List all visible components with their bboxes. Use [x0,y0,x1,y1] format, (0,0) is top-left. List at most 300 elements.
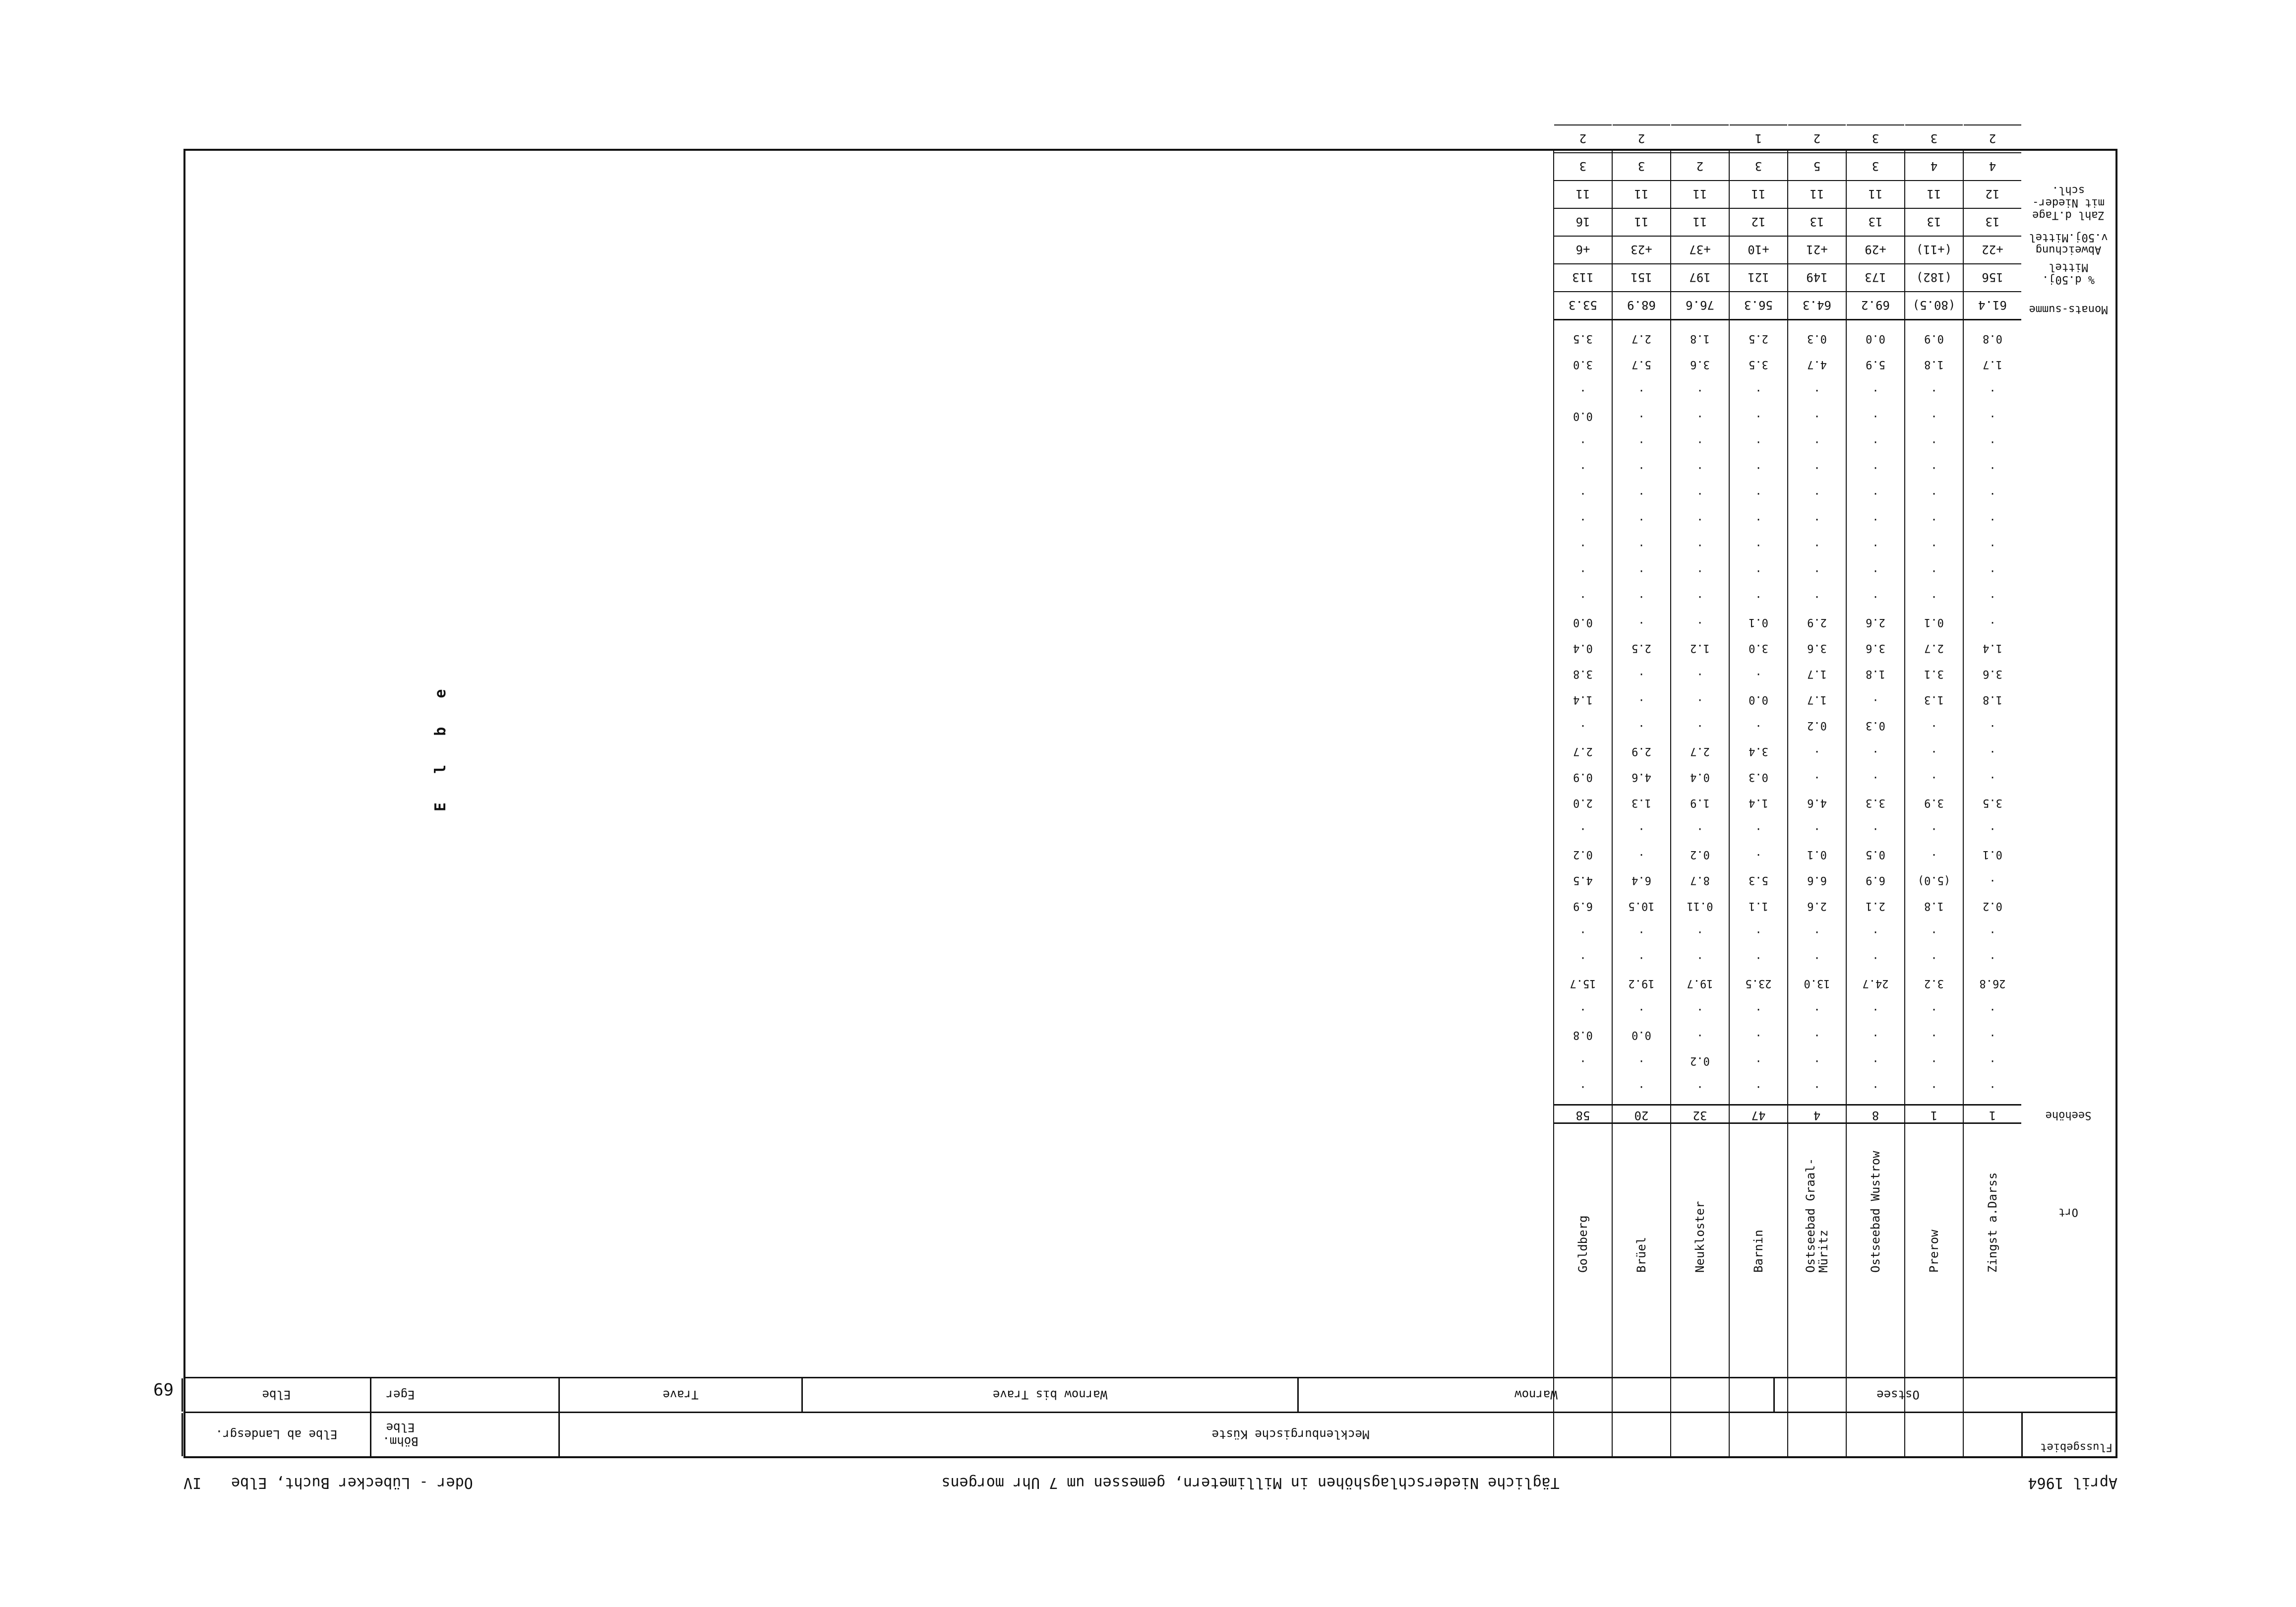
summary-value: 11 [1554,180,1612,208]
daily-value: · [1638,564,1645,577]
station-column [1963,131,2021,1456]
daily-value: · [1579,951,1586,964]
daily-value: · [1755,951,1762,964]
daily-value: · [1696,668,1703,680]
daily-value: 2.7 [1573,745,1593,757]
summary-value: 2 [1788,124,1846,152]
daily-value: · [1579,926,1586,938]
daily-value: · [1989,487,1996,499]
daily-value: · [1755,848,1762,861]
daily-value: · [1813,461,1820,474]
daily-value: · [1813,822,1820,835]
daily-value: · [1931,435,1937,448]
daily-value: · [1989,926,1996,938]
daily-value: · [1755,1054,1762,1067]
daily-value: · [1696,719,1703,732]
daily-value: · [1989,461,1996,474]
daily-value: · [1579,1003,1586,1015]
summary-value [1671,124,1729,152]
daily-value: · [1931,951,1937,964]
daily-value: · [1579,822,1586,835]
daily-value: · [1755,539,1762,551]
flussgebiet-label: Flussgebiet [2021,1413,2115,1456]
zahl-label: Zahl d.Tage mit Nieder-schl. [2032,184,2105,221]
daily-value: 0.0 [1573,410,1593,422]
daily-value: 3.6 [1690,358,1710,371]
daily-value: · [1579,590,1586,603]
summary-value: 11 [1730,180,1787,208]
daily-value: (5.0) [1917,874,1951,886]
daily-value: · [1696,384,1703,396]
daily-value: · [1755,435,1762,448]
region-elbe: Elbe [181,1378,370,1412]
summary-value: 11 [1905,180,1963,208]
summary-value: 12 [1730,208,1787,236]
daily-value: · [1872,926,1879,938]
daily-value: · [1813,410,1820,422]
daily-value: · [1638,384,1645,396]
summary-value: 11 [1671,208,1729,236]
daily-value: · [1755,1080,1762,1093]
daily-value: 3.5 [1573,332,1593,345]
station-columns [181,131,2021,1456]
daily-value: 1.2 [1690,642,1710,654]
daily-value: 0.0 [1573,616,1593,628]
daily-value: 6.4 [1631,874,1651,886]
daily-value: · [1872,1029,1879,1041]
summary-value: +21 [1788,236,1846,263]
daily-value: · [1989,771,1996,783]
station-height: 32 [1671,1104,1729,1124]
daily-value: · [1638,926,1645,938]
summary-value: 2 [1964,124,2021,152]
summary-value: 11 [1613,180,1670,208]
daily-value: · [1872,487,1879,499]
daily-value: · [1755,487,1762,499]
daily-value: 3.6 [1866,642,1885,654]
daily-value: 1.7 [1983,358,2002,371]
daily-value: 3.1 [1924,668,1944,680]
daily-value: 6.6 [1807,874,1827,886]
summary-value: 4 [1964,152,2021,180]
daily-value: · [1813,590,1820,603]
daily-value: 6.9 [1573,900,1593,912]
daily-value: · [1638,668,1645,680]
daily-value: · [1579,564,1586,577]
daily-value: · [1755,668,1762,680]
mittel-label: % d.50j. Mittel [2042,261,2095,286]
daily-value: 2.5 [1631,642,1651,654]
daily-value: 1.8 [1924,358,1944,371]
summary-value: 173 [1847,263,1904,291]
daily-value: 0.1 [1807,848,1827,861]
daily-value: 8.7 [1690,874,1710,886]
daily-values [1554,325,1612,1099]
summary-value: 156 [1964,263,2021,291]
daily-value: 0.11 [1687,900,1713,912]
summary-value: 197 [1671,263,1729,291]
summary-value: 69.2 [1847,291,1904,319]
daily-value: 0.3 [1866,719,1885,732]
station-height: 47 [1730,1104,1787,1124]
daily-value: · [1813,1029,1820,1041]
daily-value: 0.2 [1690,1054,1710,1067]
daily-value: 1.8 [1690,332,1710,345]
daily-value: · [1696,822,1703,835]
daily-value: · [1696,1029,1703,1041]
summary-values [1554,131,1612,320]
daily-value: 1.3 [1631,797,1651,809]
daily-values [1613,325,1670,1099]
daily-value: 5.7 [1631,358,1651,371]
station-name: Barnin [1752,1230,1765,1273]
daily-value: 0.4 [1690,771,1710,783]
summary-value: 68.9 [1613,291,1670,319]
daily-value: 2.6 [1807,900,1827,912]
daily-value: 3.3 [1866,797,1885,809]
daily-value: · [1931,590,1937,603]
station-name: Brüel [1634,1236,1648,1273]
summary-value: 3 [1730,152,1787,180]
station-column [1729,131,1787,1456]
daily-value: · [1755,564,1762,577]
precipitation-table [183,131,2117,1458]
station-name: Neukloster [1693,1201,1707,1273]
daily-value: · [1755,1029,1762,1041]
daily-value: · [1813,539,1820,551]
daily-value: · [1755,590,1762,603]
station-height: 1 [1905,1104,1963,1124]
daily-value: 2.7 [1924,642,1944,654]
daily-value: 1.8 [1866,668,1885,680]
summary-values [1671,152,1729,320]
station-height: 20 [1613,1104,1670,1124]
daily-value: 0.3 [1807,332,1827,345]
daily-value: · [1989,874,1996,886]
daily-value: · [1931,1080,1937,1093]
daily-value: 2.9 [1631,745,1651,757]
daily-value: · [1872,1080,1879,1093]
daily-value: · [1813,926,1820,938]
daily-value: · [1638,822,1645,835]
daily-values [1964,325,2021,1099]
daily-value: 1.4 [1749,797,1768,809]
daily-value: · [1931,564,1937,577]
daily-value: 0.2 [1690,848,1710,861]
daily-value: 0.1 [1983,848,2002,861]
daily-value: · [1931,513,1937,525]
daily-value: · [1696,1080,1703,1093]
daily-value: · [1872,435,1879,448]
daily-value: · [1638,693,1645,706]
summary-values [1788,131,1846,320]
summary-value: (+11) [1905,236,1963,263]
daily-value: · [1931,1003,1937,1015]
summary-value: 64.3 [1788,291,1846,319]
daily-value: · [1638,487,1645,499]
summary-values [1847,131,1904,320]
daily-value: · [1989,951,1996,964]
daily-value: 0.1 [1749,616,1768,628]
daily-value: 3.9 [1924,797,1944,809]
daily-value: 1.7 [1807,668,1827,680]
daily-value: · [1872,539,1879,551]
summary-value: 151 [1613,263,1670,291]
daily-value: 1.7 [1807,693,1827,706]
daily-value: 4.6 [1631,771,1651,783]
daily-value: · [1989,564,1996,577]
page-number: 69 [153,1379,174,1399]
daily-value: · [1872,590,1879,603]
daily-value: · [1872,564,1879,577]
daily-value: · [1872,822,1879,835]
daily-value: · [1579,1080,1586,1093]
daily-value: 4.7 [1807,358,1827,371]
summary-value: 13 [1964,208,2021,236]
daily-value: · [1579,539,1586,551]
daily-value: 23.5 [1745,977,1772,989]
daily-value: · [1755,384,1762,396]
daily-value: · [1872,384,1879,396]
daily-value: · [1931,822,1937,835]
daily-value: · [1696,926,1703,938]
daily-value: · [1872,745,1879,757]
daily-value: 2.1 [1866,900,1885,912]
summary-value: 2 [1613,124,1670,152]
daily-value: · [1872,771,1879,783]
daily-value: · [1638,590,1645,603]
daily-value: · [1755,822,1762,835]
daily-value: 0.0 [1749,693,1768,706]
daily-value: · [1989,513,1996,525]
daily-value: 0.3 [1749,771,1768,783]
summary-value: 11 [1613,208,1670,236]
summary-value: +6 [1554,236,1612,263]
daily-value: · [1638,513,1645,525]
daily-value: · [1696,693,1703,706]
summary-value: 11 [1671,180,1729,208]
summary-value: (182) [1905,263,1963,291]
daily-value: 3.5 [1983,797,2002,809]
station-height: 1 [1964,1104,2021,1124]
summary-value: 3 [1905,124,1963,152]
daily-value: 0.2 [1807,719,1827,732]
daily-value: · [1579,461,1586,474]
daily-value: 3.8 [1573,668,1593,680]
daily-value: · [1579,384,1586,396]
daily-value: · [1931,771,1937,783]
summary-value: +10 [1730,236,1787,263]
header-title: Tägliche Niederschlagshöhen in Millimetern, gemessen um 7 Uhr morgens [941,1474,1560,1492]
daily-value: 1.8 [1924,900,1944,912]
daily-value: 1.8 [1983,693,2002,706]
daily-value: · [1696,951,1703,964]
daily-value: · [1813,1003,1820,1015]
daily-value: · [1696,487,1703,499]
daily-value: · [1931,848,1937,861]
summary-values [1613,131,1670,320]
daily-value: · [1813,435,1820,448]
daily-value: 15.7 [1570,977,1596,989]
daily-value: 4.5 [1573,874,1593,886]
daily-value: 13.0 [1804,977,1830,989]
daily-value: · [1989,1080,1996,1093]
daily-value: 1.3 [1924,693,1944,706]
daily-value: · [1813,487,1820,499]
daily-value: · [1755,926,1762,938]
daily-value: · [1638,410,1645,422]
station-column [1612,131,1670,1456]
daily-value: 5.9 [1866,358,1885,371]
daily-value: 2.0 [1573,797,1593,809]
monatssumme-label: Monats-summe [2029,303,2108,315]
daily-value: · [1989,1054,1996,1067]
region-mecklenburg: Mecklenburgische Küste [558,1413,2021,1456]
summary-value: +29 [1847,236,1904,263]
daily-value: · [1931,926,1937,938]
daily-value: · [1638,1080,1645,1093]
daily-value: 1.4 [1983,642,2002,654]
daily-value: · [1755,719,1762,732]
summary-value: 121 [1730,263,1787,291]
daily-value: · [1579,513,1586,525]
summary-value: 3 [1847,124,1904,152]
daily-value: · [1696,410,1703,422]
daily-value: 1.1 [1749,900,1768,912]
header-volume: IV [183,1474,202,1492]
abweichung-label: Abweichung v.50j.Mittel [2029,231,2108,256]
daily-value: · [1931,410,1937,422]
summary-value: 53.3 [1554,291,1612,319]
daily-values [1788,325,1846,1099]
daily-value: · [1813,1054,1820,1067]
daily-value: 2.7 [1631,332,1651,345]
summary-value: +37 [1671,236,1729,263]
daily-value: · [1579,1054,1586,1067]
region-eger: Eger [370,1378,429,1412]
summary-value: 4 [1905,152,1963,180]
summary-value: 2 [1671,152,1729,180]
daily-value: · [1638,461,1645,474]
daily-value: 5.3 [1749,874,1768,886]
daily-value: · [1638,435,1645,448]
daily-value: 3.4 [1749,745,1768,757]
daily-value: 3.2 [1924,977,1944,989]
daily-value: 26.8 [1979,977,2006,989]
daily-value: · [1579,435,1586,448]
daily-value: · [1989,1003,1996,1015]
station-height: 4 [1788,1104,1846,1124]
daily-value: 2.7 [1690,745,1710,757]
daily-value: 0.5 [1866,848,1885,861]
daily-value: · [1638,1003,1645,1015]
region-boehm: Böhm. Elbe [370,1413,429,1456]
station-name: Goldberg [1576,1215,1590,1273]
station-name: Ostseebad Graal-Müritz [1804,1158,1830,1273]
daily-value: · [1931,461,1937,474]
summary-value: 113 [1554,263,1612,291]
daily-value: · [1813,771,1820,783]
daily-value: · [1989,384,1996,396]
header-region: Oder - Lübecker Bucht, Elbe [231,1474,473,1492]
daily-value: · [1696,564,1703,577]
daily-value: 0.4 [1573,642,1593,654]
daily-value: · [1755,461,1762,474]
region-warnow-trave: Warnow bis Trave [801,1378,1297,1412]
daily-value: · [1872,1054,1879,1067]
station-name: Zingst a.Darss [1986,1172,1999,1273]
daily-value: · [1696,461,1703,474]
daily-value: · [1813,1080,1820,1093]
daily-value: 0.8 [1983,332,2002,345]
summary-value: 11 [1847,180,1904,208]
daily-value: · [1638,951,1645,964]
station-height: 8 [1847,1104,1904,1124]
daily-value: · [1872,410,1879,422]
summary-value: +22 [1964,236,2021,263]
daily-value: 0.0 [1631,1029,1651,1041]
station-column [1787,131,1846,1456]
daily-value: · [1989,539,1996,551]
daily-value: 2.5 [1749,332,1768,345]
summary-value: 13 [1905,208,1963,236]
daily-value: · [1755,1003,1762,1015]
daily-value: 6.9 [1866,874,1885,886]
daily-value: 10.5 [1628,900,1655,912]
seehoehe-label: Seehöhe [2045,1109,2092,1121]
daily-value: 1.4 [1573,693,1593,706]
summary-values [1730,131,1787,320]
daily-value: · [1696,616,1703,628]
daily-value: · [1872,951,1879,964]
daily-value: · [1696,590,1703,603]
daily-values [1847,325,1904,1099]
summary-value: 13 [1788,208,1846,236]
summary-value: 149 [1788,263,1846,291]
summary-value: 13 [1847,208,1904,236]
region-elbe-ab: Elbe ab Landesgr. [181,1413,370,1456]
daily-value: · [1989,1029,1996,1041]
daily-value: 1.9 [1690,797,1710,809]
daily-value: · [1813,951,1820,964]
region-warnow: Warnow [1297,1378,1773,1412]
summary-value: 12 [1964,180,2021,208]
daily-value: · [1872,1003,1879,1015]
summary-values [1905,131,1963,320]
daily-value: 3.0 [1573,358,1593,371]
daily-value: 0.0 [1866,332,1885,345]
daily-value: · [1579,719,1586,732]
daily-value: · [1638,616,1645,628]
daily-value: · [1813,564,1820,577]
daily-value: · [1989,719,1996,732]
daily-value: · [1813,513,1820,525]
daily-value: · [1931,1054,1937,1067]
daily-value: · [1931,719,1937,732]
daily-value: · [1696,435,1703,448]
daily-value: · [1989,410,1996,422]
daily-values [1905,325,1963,1099]
daily-value: 0.2 [1983,900,2002,912]
summary-values [1964,131,2021,320]
summary-value: 2 [1554,124,1612,152]
station-height: 58 [1554,1104,1612,1124]
summary-value: 1 [1730,124,1787,152]
daily-value: · [1931,487,1937,499]
summary-value: 5 [1788,152,1846,180]
daily-value: 0.9 [1573,771,1593,783]
daily-value: · [1813,745,1820,757]
